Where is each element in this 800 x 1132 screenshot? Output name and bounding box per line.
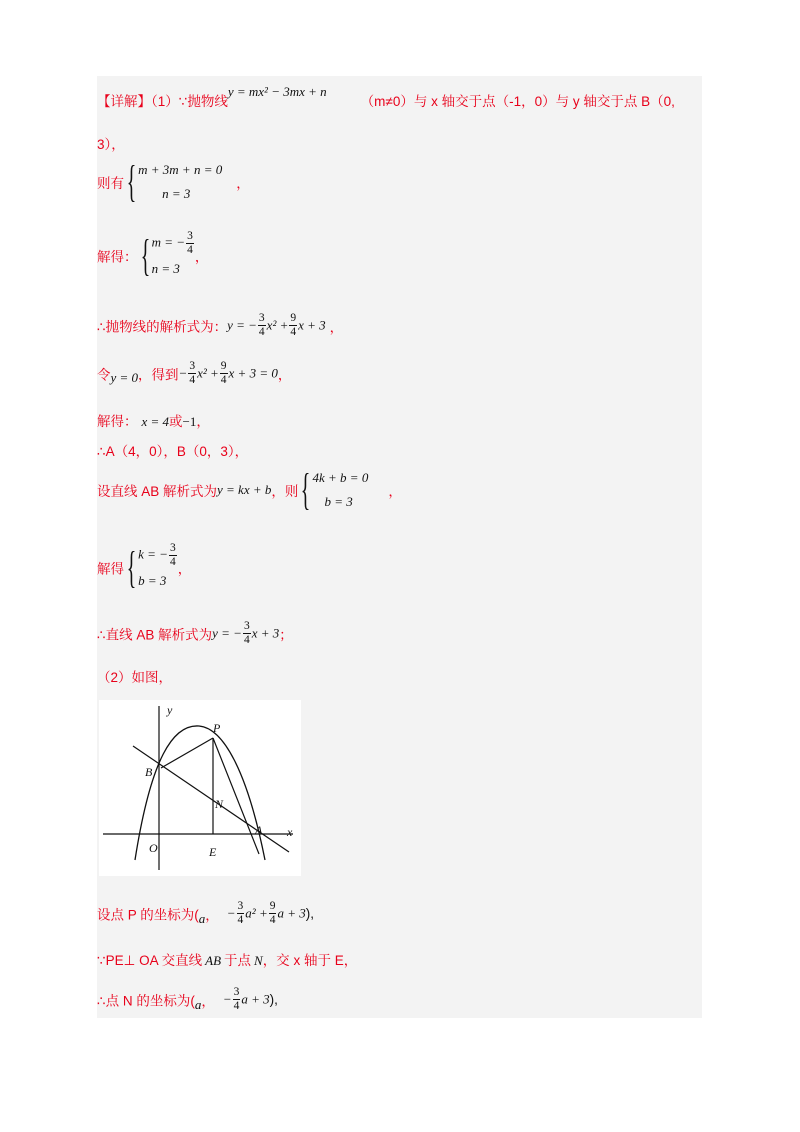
left-brace: { <box>301 465 311 514</box>
frac-num: 3 <box>237 900 244 912</box>
figure-svg <box>99 700 301 876</box>
line-13-text: ∵PE⊥ OA 交直线 <box>97 953 203 968</box>
label-p: P <box>213 721 221 735</box>
math: a + 3 <box>241 991 270 1007</box>
line-8-then: ，则 <box>271 484 299 499</box>
frac-den: 4 <box>169 556 176 568</box>
line-2-label: 则有 <box>97 176 124 191</box>
line-1-text: （m≠0）与 x 轴交于点（-1，0）与 y 轴交于点 B（0, <box>360 94 675 109</box>
math: y = − <box>227 317 257 333</box>
line-13-text-2: 于点 <box>224 953 252 968</box>
frac-den: 4 <box>187 244 193 256</box>
math: x² + <box>266 317 289 333</box>
system-1 <box>138 158 222 206</box>
math: a² + <box>245 905 268 921</box>
left-brace: { <box>140 230 150 280</box>
line-5-label: 令 <box>97 367 111 383</box>
line-7 <box>97 440 248 460</box>
math: y = kx + b <box>217 482 272 497</box>
label-x: x <box>287 825 293 839</box>
math: x = 4 <box>141 414 170 429</box>
math: y = 0 <box>110 369 139 385</box>
line-9-label: 解得 <box>97 561 124 577</box>
line-13-text-3: ，交 x 轴于 E， <box>262 953 358 968</box>
line-3-label: 解得： <box>97 249 138 265</box>
line-4 <box>97 312 343 339</box>
frac-num: 3 <box>243 620 250 632</box>
label-n: N <box>215 797 224 811</box>
frac-num: 3 <box>233 986 240 998</box>
frac-num: 9 <box>269 900 276 912</box>
math: x + 3 = 0 <box>228 365 278 381</box>
comma: ， <box>201 993 215 1009</box>
line-12 <box>97 900 314 927</box>
frac-num: 9 <box>290 312 297 324</box>
system-4 <box>138 542 178 593</box>
segment-pa <box>213 738 259 854</box>
math: x + 3 <box>298 317 326 333</box>
line-3 <box>97 230 208 281</box>
line-ab <box>133 746 289 852</box>
line-4-label: ∴抛物线的解析式为： <box>97 319 228 335</box>
math: y = − <box>212 625 242 641</box>
line-8-label: 设直线 AB 解析式为 <box>97 484 218 499</box>
math: x + 3 <box>251 625 280 641</box>
frac-den: 4 <box>189 374 196 386</box>
comma: ， <box>277 367 292 383</box>
line-9 <box>97 542 191 593</box>
math: − <box>222 991 232 1007</box>
line-11 <box>97 666 172 686</box>
system-4-row-2: b = 3 <box>138 573 167 588</box>
math: N <box>254 953 263 968</box>
comma: ， <box>177 561 192 577</box>
line-1-cont <box>97 133 125 153</box>
system-2-row-2: n = 3 <box>151 261 180 276</box>
math: − <box>226 905 236 921</box>
label-b: B <box>145 765 153 779</box>
comma: ， <box>196 414 210 429</box>
close-paren: ), <box>269 992 278 1007</box>
line-10-label: ∴直线 AB 解析式为 <box>97 627 213 643</box>
system-4-row-1: k = − <box>138 546 168 562</box>
line-14-label: ∴点 N 的坐标为( <box>97 993 195 1009</box>
semicolon: ； <box>279 627 293 643</box>
label-e: E <box>209 845 217 859</box>
label-y: y <box>167 703 173 717</box>
frac-den: 4 <box>233 1000 240 1012</box>
comma: ， <box>194 249 209 265</box>
frac-den: 4 <box>269 914 276 926</box>
line-8 <box>97 466 402 514</box>
system-3-row-2: b = 3 <box>324 494 353 509</box>
frac-den: 4 <box>237 914 244 926</box>
line-7-text: ∴A（4，0），B（0，3）， <box>97 444 249 459</box>
frac-num: 3 <box>258 312 265 324</box>
parabola-equation: y = mx² − 3mx + n <box>227 84 327 99</box>
line-6-label: 解得： <box>97 414 138 429</box>
comma: ， <box>329 319 344 335</box>
system-3 <box>313 466 369 514</box>
math: a <box>198 910 206 926</box>
solution-panel <box>97 76 702 1018</box>
label-o: O <box>149 841 158 855</box>
line-11-text: （2）如图， <box>97 670 173 685</box>
label-a: A <box>255 823 263 837</box>
system-2 <box>152 230 195 281</box>
frac-num: 9 <box>220 360 227 372</box>
math: − <box>178 365 188 381</box>
line-5-text: ，得到 <box>138 367 179 383</box>
math: a + 3 <box>277 905 306 921</box>
left-brace: { <box>126 542 137 592</box>
system-1-row-1: m + 3m + n = 0 <box>138 162 223 177</box>
system-1-row-2: n = 3 <box>162 186 191 201</box>
line-12-label: 设点 P 的坐标为( <box>97 907 199 923</box>
line-13 <box>97 949 357 969</box>
line-6 <box>97 410 210 430</box>
frac-num: 3 <box>169 542 176 554</box>
line-14 <box>97 986 278 1013</box>
frac-den: 4 <box>243 634 250 646</box>
math: x² + <box>197 365 219 381</box>
line-10 <box>97 620 293 647</box>
line-6-or: 或 <box>169 414 183 429</box>
line-5 <box>97 360 291 387</box>
math: AB <box>205 953 222 968</box>
geometry-figure <box>99 700 301 876</box>
math: −1 <box>182 414 197 429</box>
system-2-row-1: m = − <box>151 234 186 250</box>
math: a <box>194 996 202 1012</box>
frac-num: 3 <box>187 230 193 242</box>
line-1-cont-text: 3）， <box>97 137 125 152</box>
comma: ， <box>205 907 219 923</box>
line-2 <box>97 158 250 206</box>
system-3-row-1: 4k + b = 0 <box>312 470 369 485</box>
frac-den: 4 <box>220 374 227 386</box>
frac-num: 3 <box>189 360 196 372</box>
solution-heading: 【详解】（1）∵抛物线 <box>97 94 228 109</box>
frac-den: 4 <box>290 326 297 338</box>
line-1 <box>97 84 675 110</box>
comma: ， <box>236 176 250 191</box>
comma: ， <box>388 484 402 499</box>
left-brace: { <box>126 157 137 206</box>
segment-pb <box>161 738 213 768</box>
close-paren: ), <box>305 906 314 921</box>
frac-den: 4 <box>258 326 265 338</box>
